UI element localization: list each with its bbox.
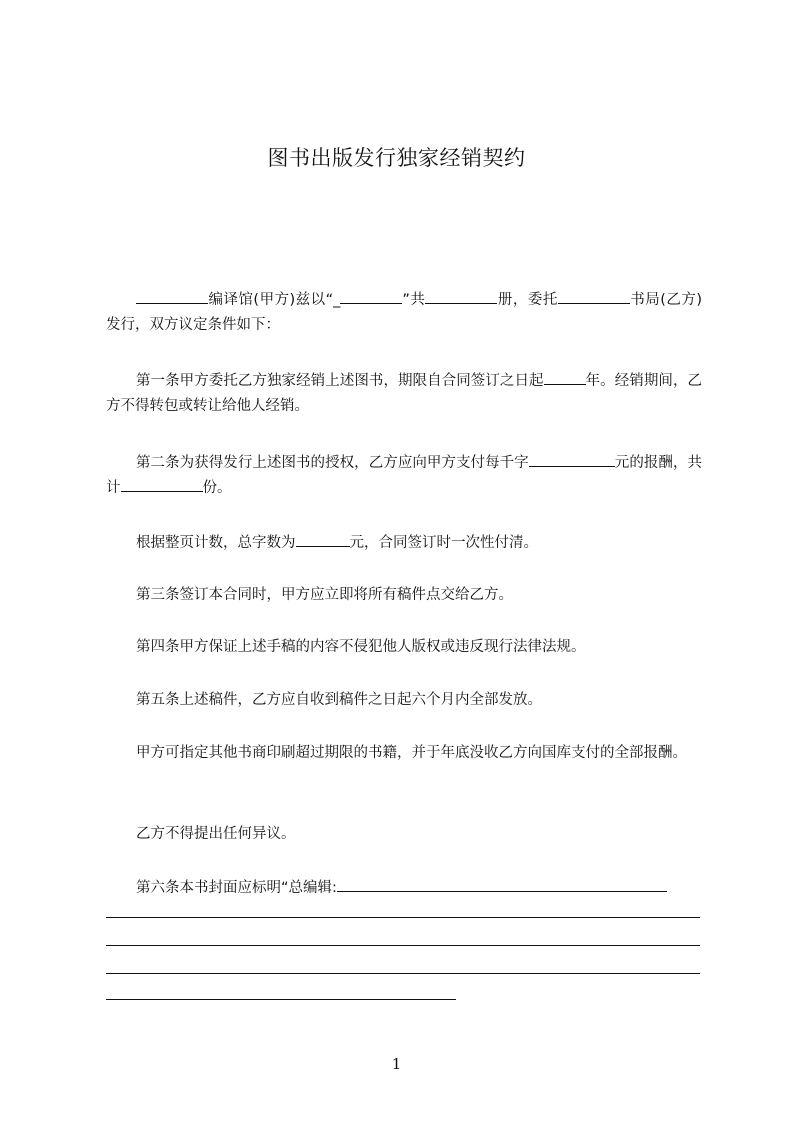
article-2 [106,451,702,501]
article-1-text-1: 第一条甲方委托乙方独家经销上述图书，期限自合同签订之日起 [136,373,544,389]
intro-paragraph [106,288,702,338]
blank-line [106,945,700,946]
intro-text-2: ”共 [402,292,426,308]
blank-field [558,288,630,304]
blank-line [106,973,700,974]
blank-field [337,876,667,892]
count-text-1: 根据整页计数，总字数为 [136,535,296,551]
article-2-text-3: 份。 [202,480,232,496]
article-6-text: 第六条本书封面应标明“总编辑: [136,880,337,896]
blank-line [106,917,700,918]
no-objection-paragraph: 乙方不得提出任何异议。 [136,826,296,842]
article-1-text-2: 年。经销期间，乙方不得转包或转让给他人经销。 [106,373,703,414]
intro-text-4: 书局(乙方)发行，双方议定条件如下： [106,292,703,333]
document-title: 图书出版发行独家经销契约 [267,146,526,170]
count-paragraph [106,531,702,556]
blank-field [296,531,350,547]
blank-field [340,288,402,304]
page-number: 1 [391,1055,402,1073]
article-5: 第五条上述稿件，乙方应自收到稿件之日起六个月内全部发放。 [136,692,542,708]
intro-text-1: 编译馆(甲方)兹以“_ [208,292,341,308]
blank-field [121,476,203,492]
article-4: 第四条甲方保证上述手稿的内容不侵犯他人版权或违反现行法律法规。 [136,639,586,655]
blank-field [136,288,208,304]
blank-field [544,369,586,385]
article-6 [106,876,702,901]
article-2-text-2: 元的报酬，共计 [106,455,703,496]
article-1 [106,369,702,419]
intro-text-3: 册，委托 [497,292,558,308]
count-text-2: 元，合同签订时一次性付清。 [349,535,538,551]
blank-line [106,999,456,1000]
blank-field [529,451,615,467]
blank-field [425,288,497,304]
article-2-text-1: 第二条为获得发行上述图书的授权，乙方应向甲方支付每千字 [136,455,529,471]
designate-paragraph: 甲方可指定其他书商印刷超过期限的书籍，并于年底没收乙方向国库支付的全部报酬。 [136,745,687,761]
article-3: 第三条签订本合同时，甲方应立即将所有稿件点交给乙方。 [136,587,513,603]
